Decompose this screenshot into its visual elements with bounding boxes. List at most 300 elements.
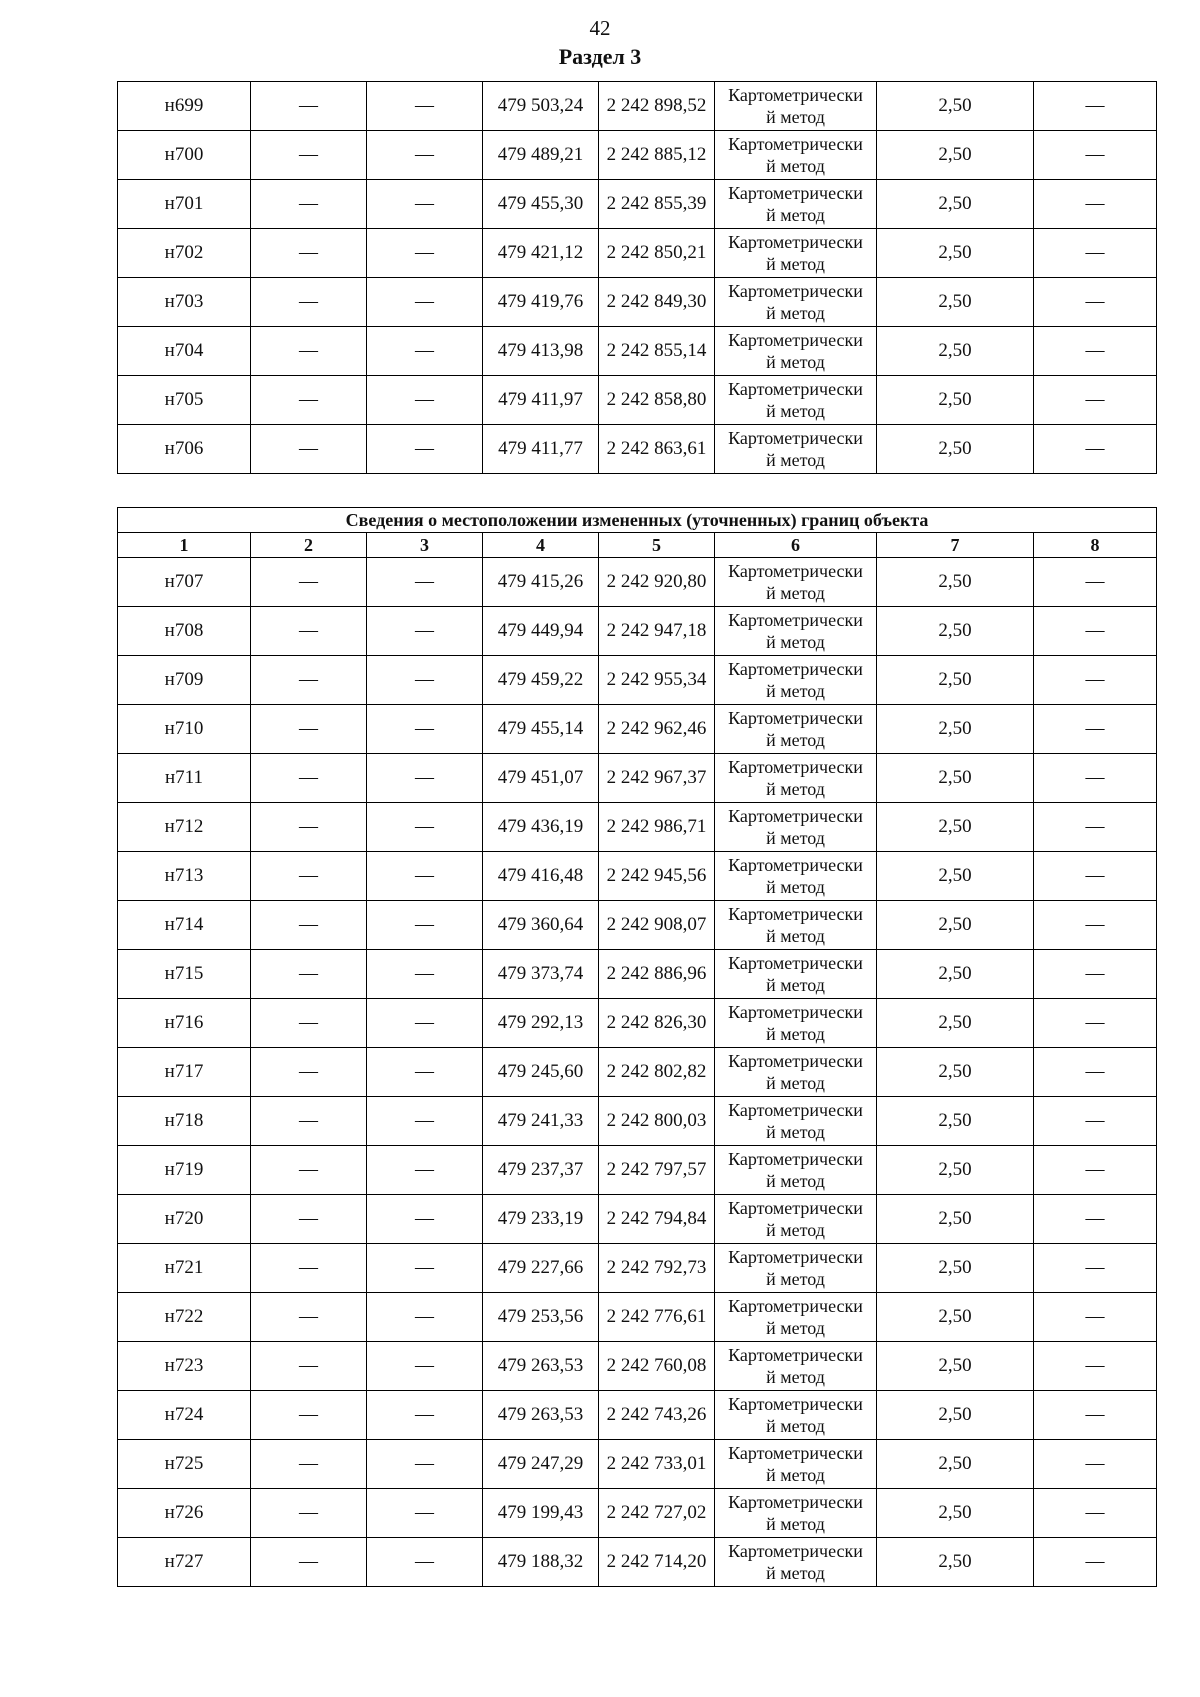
- method-line-2: й метод: [766, 1024, 825, 1044]
- method-line-1: Картометрически: [728, 1198, 863, 1218]
- empty-old-x-cell: —: [251, 803, 367, 852]
- table-row: [118, 754, 1157, 803]
- empty-old-y-cell: —: [367, 278, 483, 327]
- method-cell: [715, 1097, 877, 1146]
- method-cell: [715, 278, 877, 327]
- method-line-1: Картометрически: [728, 806, 863, 826]
- point-name-cell: н725: [118, 1440, 251, 1489]
- coord-y-cell: 2 242 849,30: [599, 278, 715, 327]
- precision-cell: 2,50: [877, 1538, 1034, 1587]
- precision-cell: 2,50: [877, 1293, 1034, 1342]
- precision-cell: 2,50: [877, 82, 1034, 131]
- precision-cell: 2,50: [877, 1097, 1034, 1146]
- method-line-2: й метод: [766, 1367, 825, 1387]
- table-row: [118, 1244, 1157, 1293]
- coord-y-cell: 2 242 947,18: [599, 607, 715, 656]
- column-header: 2: [251, 533, 367, 558]
- coordinates-table-top: [117, 81, 1157, 474]
- empty-old-y-cell: —: [367, 558, 483, 607]
- column-header: 5: [599, 533, 715, 558]
- coord-x-cell: 479 503,24: [483, 82, 599, 131]
- coord-y-cell: 2 242 858,80: [599, 376, 715, 425]
- coord-x-cell: 479 373,74: [483, 950, 599, 999]
- description-cell: —: [1034, 1489, 1157, 1538]
- point-name-cell: н714: [118, 901, 251, 950]
- table-row: [118, 607, 1157, 656]
- point-name-cell: н712: [118, 803, 251, 852]
- description-cell: —: [1034, 950, 1157, 999]
- method-line-2: й метод: [766, 450, 825, 470]
- coord-y-cell: 2 242 955,34: [599, 656, 715, 705]
- method-line-2: й метод: [766, 1220, 825, 1240]
- empty-old-x-cell: —: [251, 229, 367, 278]
- table-row: [118, 1293, 1157, 1342]
- method-cell: [715, 705, 877, 754]
- coord-y-cell: 2 242 920,80: [599, 558, 715, 607]
- coord-x-cell: 479 247,29: [483, 1440, 599, 1489]
- method-line-2: й метод: [766, 156, 825, 176]
- coord-y-cell: 2 242 794,84: [599, 1195, 715, 1244]
- method-cell: [715, 607, 877, 656]
- description-cell: —: [1034, 1440, 1157, 1489]
- column-header: 8: [1034, 533, 1157, 558]
- empty-old-x-cell: —: [251, 950, 367, 999]
- coord-x-cell: 479 241,33: [483, 1097, 599, 1146]
- description-cell: —: [1034, 656, 1157, 705]
- coord-y-cell: 2 242 886,96: [599, 950, 715, 999]
- empty-old-y-cell: —: [367, 180, 483, 229]
- description-cell: —: [1034, 180, 1157, 229]
- coord-x-cell: 479 455,30: [483, 180, 599, 229]
- coord-y-cell: 2 242 850,21: [599, 229, 715, 278]
- empty-old-x-cell: —: [251, 1195, 367, 1244]
- empty-old-x-cell: —: [251, 656, 367, 705]
- precision-cell: 2,50: [877, 803, 1034, 852]
- point-name-cell: н719: [118, 1146, 251, 1195]
- point-name-cell: н703: [118, 278, 251, 327]
- method-line-2: й метод: [766, 1465, 825, 1485]
- coord-y-cell: 2 242 885,12: [599, 131, 715, 180]
- precision-cell: 2,50: [877, 1146, 1034, 1195]
- empty-old-y-cell: —: [367, 754, 483, 803]
- method-line-1: Картометрически: [728, 183, 863, 203]
- method-cell: [715, 1342, 877, 1391]
- coord-x-cell: 479 263,53: [483, 1342, 599, 1391]
- empty-old-y-cell: —: [367, 1293, 483, 1342]
- point-name-cell: н706: [118, 425, 251, 474]
- empty-old-x-cell: —: [251, 901, 367, 950]
- description-cell: —: [1034, 1048, 1157, 1097]
- method-cell: [715, 131, 877, 180]
- description-cell: —: [1034, 376, 1157, 425]
- description-cell: —: [1034, 999, 1157, 1048]
- table-row: [118, 180, 1157, 229]
- method-line-1: Картометрически: [728, 659, 863, 679]
- empty-old-y-cell: —: [367, 1342, 483, 1391]
- method-cell: [715, 852, 877, 901]
- coord-y-cell: 2 242 967,37: [599, 754, 715, 803]
- empty-old-y-cell: —: [367, 852, 483, 901]
- method-line-2: й метод: [766, 401, 825, 421]
- precision-cell: 2,50: [877, 1048, 1034, 1097]
- point-name-cell: н710: [118, 705, 251, 754]
- coord-x-cell: 479 263,53: [483, 1391, 599, 1440]
- coord-x-cell: 479 237,37: [483, 1146, 599, 1195]
- method-line-1: Картометрически: [728, 1345, 863, 1365]
- description-cell: —: [1034, 1195, 1157, 1244]
- empty-old-x-cell: —: [251, 1440, 367, 1489]
- method-line-2: й метод: [766, 1122, 825, 1142]
- method-line-2: й метод: [766, 1269, 825, 1289]
- method-cell: [715, 425, 877, 474]
- page-number: 42: [589, 16, 611, 40]
- method-cell: [715, 999, 877, 1048]
- description-cell: —: [1034, 1146, 1157, 1195]
- description-cell: —: [1034, 82, 1157, 131]
- empty-old-y-cell: —: [367, 1195, 483, 1244]
- method-cell: [715, 1146, 877, 1195]
- precision-cell: 2,50: [877, 607, 1034, 656]
- method-line-1: Картометрически: [728, 561, 863, 581]
- coord-y-cell: 2 242 797,57: [599, 1146, 715, 1195]
- coord-y-cell: 2 242 800,03: [599, 1097, 715, 1146]
- description-cell: —: [1034, 754, 1157, 803]
- point-name-cell: н705: [118, 376, 251, 425]
- precision-cell: 2,50: [877, 180, 1034, 229]
- method-line-1: Картометрически: [728, 953, 863, 973]
- method-cell: [715, 82, 877, 131]
- table-row: [118, 1048, 1157, 1097]
- table-top-body: [118, 82, 1157, 474]
- method-line-1: Картометрически: [728, 1443, 863, 1463]
- coord-y-cell: 2 242 792,73: [599, 1244, 715, 1293]
- method-line-1: Картометрически: [728, 904, 863, 924]
- column-header: 7: [877, 533, 1034, 558]
- precision-cell: 2,50: [877, 852, 1034, 901]
- method-cell: [715, 1048, 877, 1097]
- description-cell: —: [1034, 229, 1157, 278]
- table-row: [118, 999, 1157, 1048]
- table-row: [118, 558, 1157, 607]
- coord-x-cell: 479 411,97: [483, 376, 599, 425]
- method-line-1: Картометрически: [728, 1541, 863, 1561]
- method-line-2: й метод: [766, 583, 825, 603]
- coord-y-cell: 2 242 776,61: [599, 1293, 715, 1342]
- point-name-cell: н721: [118, 1244, 251, 1293]
- point-name-cell: н722: [118, 1293, 251, 1342]
- method-line-2: й метод: [766, 975, 825, 995]
- method-line-1: Картометрически: [728, 428, 863, 448]
- method-line-1: Картометрически: [728, 134, 863, 154]
- table-row: [118, 1489, 1157, 1538]
- method-cell: [715, 1244, 877, 1293]
- description-cell: —: [1034, 327, 1157, 376]
- empty-old-x-cell: —: [251, 607, 367, 656]
- method-line-2: й метод: [766, 828, 825, 848]
- description-cell: —: [1034, 1293, 1157, 1342]
- method-line-1: Картометрически: [728, 281, 863, 301]
- description-cell: —: [1034, 1538, 1157, 1587]
- table-row: [118, 705, 1157, 754]
- method-line-2: й метод: [766, 877, 825, 897]
- point-name-cell: н715: [118, 950, 251, 999]
- empty-old-x-cell: —: [251, 1391, 367, 1440]
- coord-x-cell: 479 416,48: [483, 852, 599, 901]
- empty-old-y-cell: —: [367, 229, 483, 278]
- method-line-1: Картометрически: [728, 379, 863, 399]
- point-name-cell: н713: [118, 852, 251, 901]
- coord-y-cell: 2 242 986,71: [599, 803, 715, 852]
- method-line-1: Картометрически: [728, 1492, 863, 1512]
- coord-x-cell: 479 411,77: [483, 425, 599, 474]
- method-line-1: Картометрически: [728, 1100, 863, 1120]
- method-line-2: й метод: [766, 254, 825, 274]
- method-line-2: й метод: [766, 1318, 825, 1338]
- point-name-cell: н700: [118, 131, 251, 180]
- method-cell: [715, 1293, 877, 1342]
- table-row: [118, 1538, 1157, 1587]
- table-row: [118, 1342, 1157, 1391]
- table-row: [118, 901, 1157, 950]
- method-line-2: й метод: [766, 303, 825, 323]
- coord-y-cell: 2 242 743,26: [599, 1391, 715, 1440]
- coord-y-cell: 2 242 908,07: [599, 901, 715, 950]
- point-name-cell: н724: [118, 1391, 251, 1440]
- coord-x-cell: 479 436,19: [483, 803, 599, 852]
- method-line-1: Картометрически: [728, 610, 863, 630]
- precision-cell: 2,50: [877, 278, 1034, 327]
- description-cell: —: [1034, 901, 1157, 950]
- method-line-2: й метод: [766, 1563, 825, 1583]
- empty-old-x-cell: —: [251, 278, 367, 327]
- coord-y-cell: 2 242 727,02: [599, 1489, 715, 1538]
- point-name-cell: н699: [118, 82, 251, 131]
- table-row: [118, 1440, 1157, 1489]
- table-row: [118, 852, 1157, 901]
- coord-y-cell: 2 242 855,39: [599, 180, 715, 229]
- coord-x-cell: 479 188,32: [483, 1538, 599, 1587]
- empty-old-y-cell: —: [367, 1489, 483, 1538]
- column-header: 1: [118, 533, 251, 558]
- method-line-1: Картометрически: [728, 85, 863, 105]
- empty-old-x-cell: —: [251, 180, 367, 229]
- coord-x-cell: 479 245,60: [483, 1048, 599, 1097]
- point-name-cell: н716: [118, 999, 251, 1048]
- empty-old-x-cell: —: [251, 82, 367, 131]
- empty-old-y-cell: —: [367, 656, 483, 705]
- method-line-2: й метод: [766, 1514, 825, 1534]
- point-name-cell: н723: [118, 1342, 251, 1391]
- point-name-cell: н717: [118, 1048, 251, 1097]
- method-cell: [715, 558, 877, 607]
- empty-old-y-cell: —: [367, 607, 483, 656]
- precision-cell: 2,50: [877, 376, 1034, 425]
- method-line-1: Картометрически: [728, 1002, 863, 1022]
- precision-cell: 2,50: [877, 1244, 1034, 1293]
- method-line-1: Картометрически: [728, 232, 863, 252]
- empty-old-x-cell: —: [251, 425, 367, 474]
- method-cell: [715, 950, 877, 999]
- empty-old-x-cell: —: [251, 558, 367, 607]
- coord-x-cell: 479 459,22: [483, 656, 599, 705]
- method-cell: [715, 901, 877, 950]
- table-row: [118, 229, 1157, 278]
- coord-x-cell: 479 455,14: [483, 705, 599, 754]
- precision-cell: 2,50: [877, 1489, 1034, 1538]
- table-header-row: [118, 533, 1157, 558]
- table-row: [118, 1391, 1157, 1440]
- table-row: [118, 278, 1157, 327]
- empty-old-x-cell: —: [251, 852, 367, 901]
- precision-cell: 2,50: [877, 1342, 1034, 1391]
- coord-y-cell: 2 242 855,14: [599, 327, 715, 376]
- method-cell: [715, 1538, 877, 1587]
- coord-x-cell: 479 451,07: [483, 754, 599, 803]
- coord-x-cell: 479 253,56: [483, 1293, 599, 1342]
- method-cell: [715, 1195, 877, 1244]
- section-title: Раздел 3: [558, 44, 642, 69]
- point-name-cell: н701: [118, 180, 251, 229]
- empty-old-y-cell: —: [367, 425, 483, 474]
- empty-old-y-cell: —: [367, 131, 483, 180]
- empty-old-x-cell: —: [251, 754, 367, 803]
- empty-old-x-cell: —: [251, 376, 367, 425]
- coord-x-cell: 479 449,94: [483, 607, 599, 656]
- method-line-1: Картометрически: [728, 855, 863, 875]
- description-cell: —: [1034, 1391, 1157, 1440]
- empty-old-y-cell: —: [367, 1244, 483, 1293]
- table-bottom-body: [118, 508, 1157, 1587]
- coord-y-cell: 2 242 760,08: [599, 1342, 715, 1391]
- precision-cell: 2,50: [877, 229, 1034, 278]
- method-line-2: й метод: [766, 1073, 825, 1093]
- coord-x-cell: 479 360,64: [483, 901, 599, 950]
- empty-old-y-cell: —: [367, 1097, 483, 1146]
- method-cell: [715, 1489, 877, 1538]
- method-line-2: й метод: [766, 681, 825, 701]
- coord-y-cell: 2 242 802,82: [599, 1048, 715, 1097]
- coord-y-cell: 2 242 826,30: [599, 999, 715, 1048]
- empty-old-x-cell: —: [251, 1048, 367, 1097]
- empty-old-x-cell: —: [251, 1538, 367, 1587]
- coord-x-cell: 479 419,76: [483, 278, 599, 327]
- precision-cell: 2,50: [877, 558, 1034, 607]
- method-line-1: Картометрически: [728, 708, 863, 728]
- point-name-cell: н707: [118, 558, 251, 607]
- table-caption-row: [118, 508, 1157, 533]
- table-row: [118, 803, 1157, 852]
- method-cell: [715, 376, 877, 425]
- precision-cell: 2,50: [877, 425, 1034, 474]
- precision-cell: 2,50: [877, 999, 1034, 1048]
- column-header: 3: [367, 533, 483, 558]
- method-line-1: Картометрически: [728, 330, 863, 350]
- point-name-cell: н718: [118, 1097, 251, 1146]
- method-line-2: й метод: [766, 926, 825, 946]
- precision-cell: 2,50: [877, 1440, 1034, 1489]
- table-row: [118, 1146, 1157, 1195]
- method-line-2: й метод: [766, 1416, 825, 1436]
- description-cell: —: [1034, 852, 1157, 901]
- coord-x-cell: 479 292,13: [483, 999, 599, 1048]
- method-cell: [715, 754, 877, 803]
- method-cell: [715, 656, 877, 705]
- empty-old-y-cell: —: [367, 327, 483, 376]
- coord-y-cell: 2 242 945,56: [599, 852, 715, 901]
- precision-cell: 2,50: [877, 705, 1034, 754]
- coord-y-cell: 2 242 962,46: [599, 705, 715, 754]
- table-row: [118, 131, 1157, 180]
- description-cell: —: [1034, 131, 1157, 180]
- method-cell: [715, 327, 877, 376]
- empty-old-y-cell: —: [367, 901, 483, 950]
- coord-x-cell: 479 415,26: [483, 558, 599, 607]
- method-line-1: Картометрически: [728, 1051, 863, 1071]
- table-row: [118, 950, 1157, 999]
- coord-x-cell: 479 199,43: [483, 1489, 599, 1538]
- point-name-cell: н720: [118, 1195, 251, 1244]
- table-row: [118, 656, 1157, 705]
- table-row: [118, 376, 1157, 425]
- precision-cell: 2,50: [877, 131, 1034, 180]
- coord-y-cell: 2 242 733,01: [599, 1440, 715, 1489]
- method-line-2: й метод: [766, 205, 825, 225]
- table-caption: Сведения о местоположении измененных (уточненных) границ объекта: [118, 508, 1157, 533]
- description-cell: —: [1034, 558, 1157, 607]
- precision-cell: 2,50: [877, 327, 1034, 376]
- method-line-2: й метод: [766, 107, 825, 127]
- empty-old-x-cell: —: [251, 327, 367, 376]
- precision-cell: 2,50: [877, 656, 1034, 705]
- table-row: [118, 327, 1157, 376]
- method-line-1: Картометрически: [728, 1394, 863, 1414]
- description-cell: —: [1034, 1244, 1157, 1293]
- empty-old-y-cell: —: [367, 82, 483, 131]
- method-cell: [715, 180, 877, 229]
- point-name-cell: н702: [118, 229, 251, 278]
- empty-old-y-cell: —: [367, 803, 483, 852]
- description-cell: —: [1034, 607, 1157, 656]
- method-line-1: Картометрически: [728, 1149, 863, 1169]
- method-line-2: й метод: [766, 1171, 825, 1191]
- empty-old-y-cell: —: [367, 705, 483, 754]
- empty-old-x-cell: —: [251, 1489, 367, 1538]
- empty-old-x-cell: —: [251, 1097, 367, 1146]
- table-row: [118, 1195, 1157, 1244]
- empty-old-y-cell: —: [367, 1391, 483, 1440]
- point-name-cell: н727: [118, 1538, 251, 1587]
- method-line-1: Картометрически: [728, 1247, 863, 1267]
- empty-old-y-cell: —: [367, 999, 483, 1048]
- method-cell: [715, 803, 877, 852]
- method-line-2: й метод: [766, 352, 825, 372]
- empty-old-y-cell: —: [367, 950, 483, 999]
- coord-x-cell: 479 413,98: [483, 327, 599, 376]
- coord-y-cell: 2 242 898,52: [599, 82, 715, 131]
- description-cell: —: [1034, 1342, 1157, 1391]
- method-line-1: Картометрически: [728, 1296, 863, 1316]
- empty-old-x-cell: —: [251, 1146, 367, 1195]
- description-cell: —: [1034, 425, 1157, 474]
- point-name-cell: н704: [118, 327, 251, 376]
- point-name-cell: н708: [118, 607, 251, 656]
- method-cell: [715, 1391, 877, 1440]
- method-line-1: Картометрически: [728, 757, 863, 777]
- precision-cell: 2,50: [877, 1391, 1034, 1440]
- point-name-cell: н709: [118, 656, 251, 705]
- empty-old-x-cell: —: [251, 705, 367, 754]
- empty-old-x-cell: —: [251, 1293, 367, 1342]
